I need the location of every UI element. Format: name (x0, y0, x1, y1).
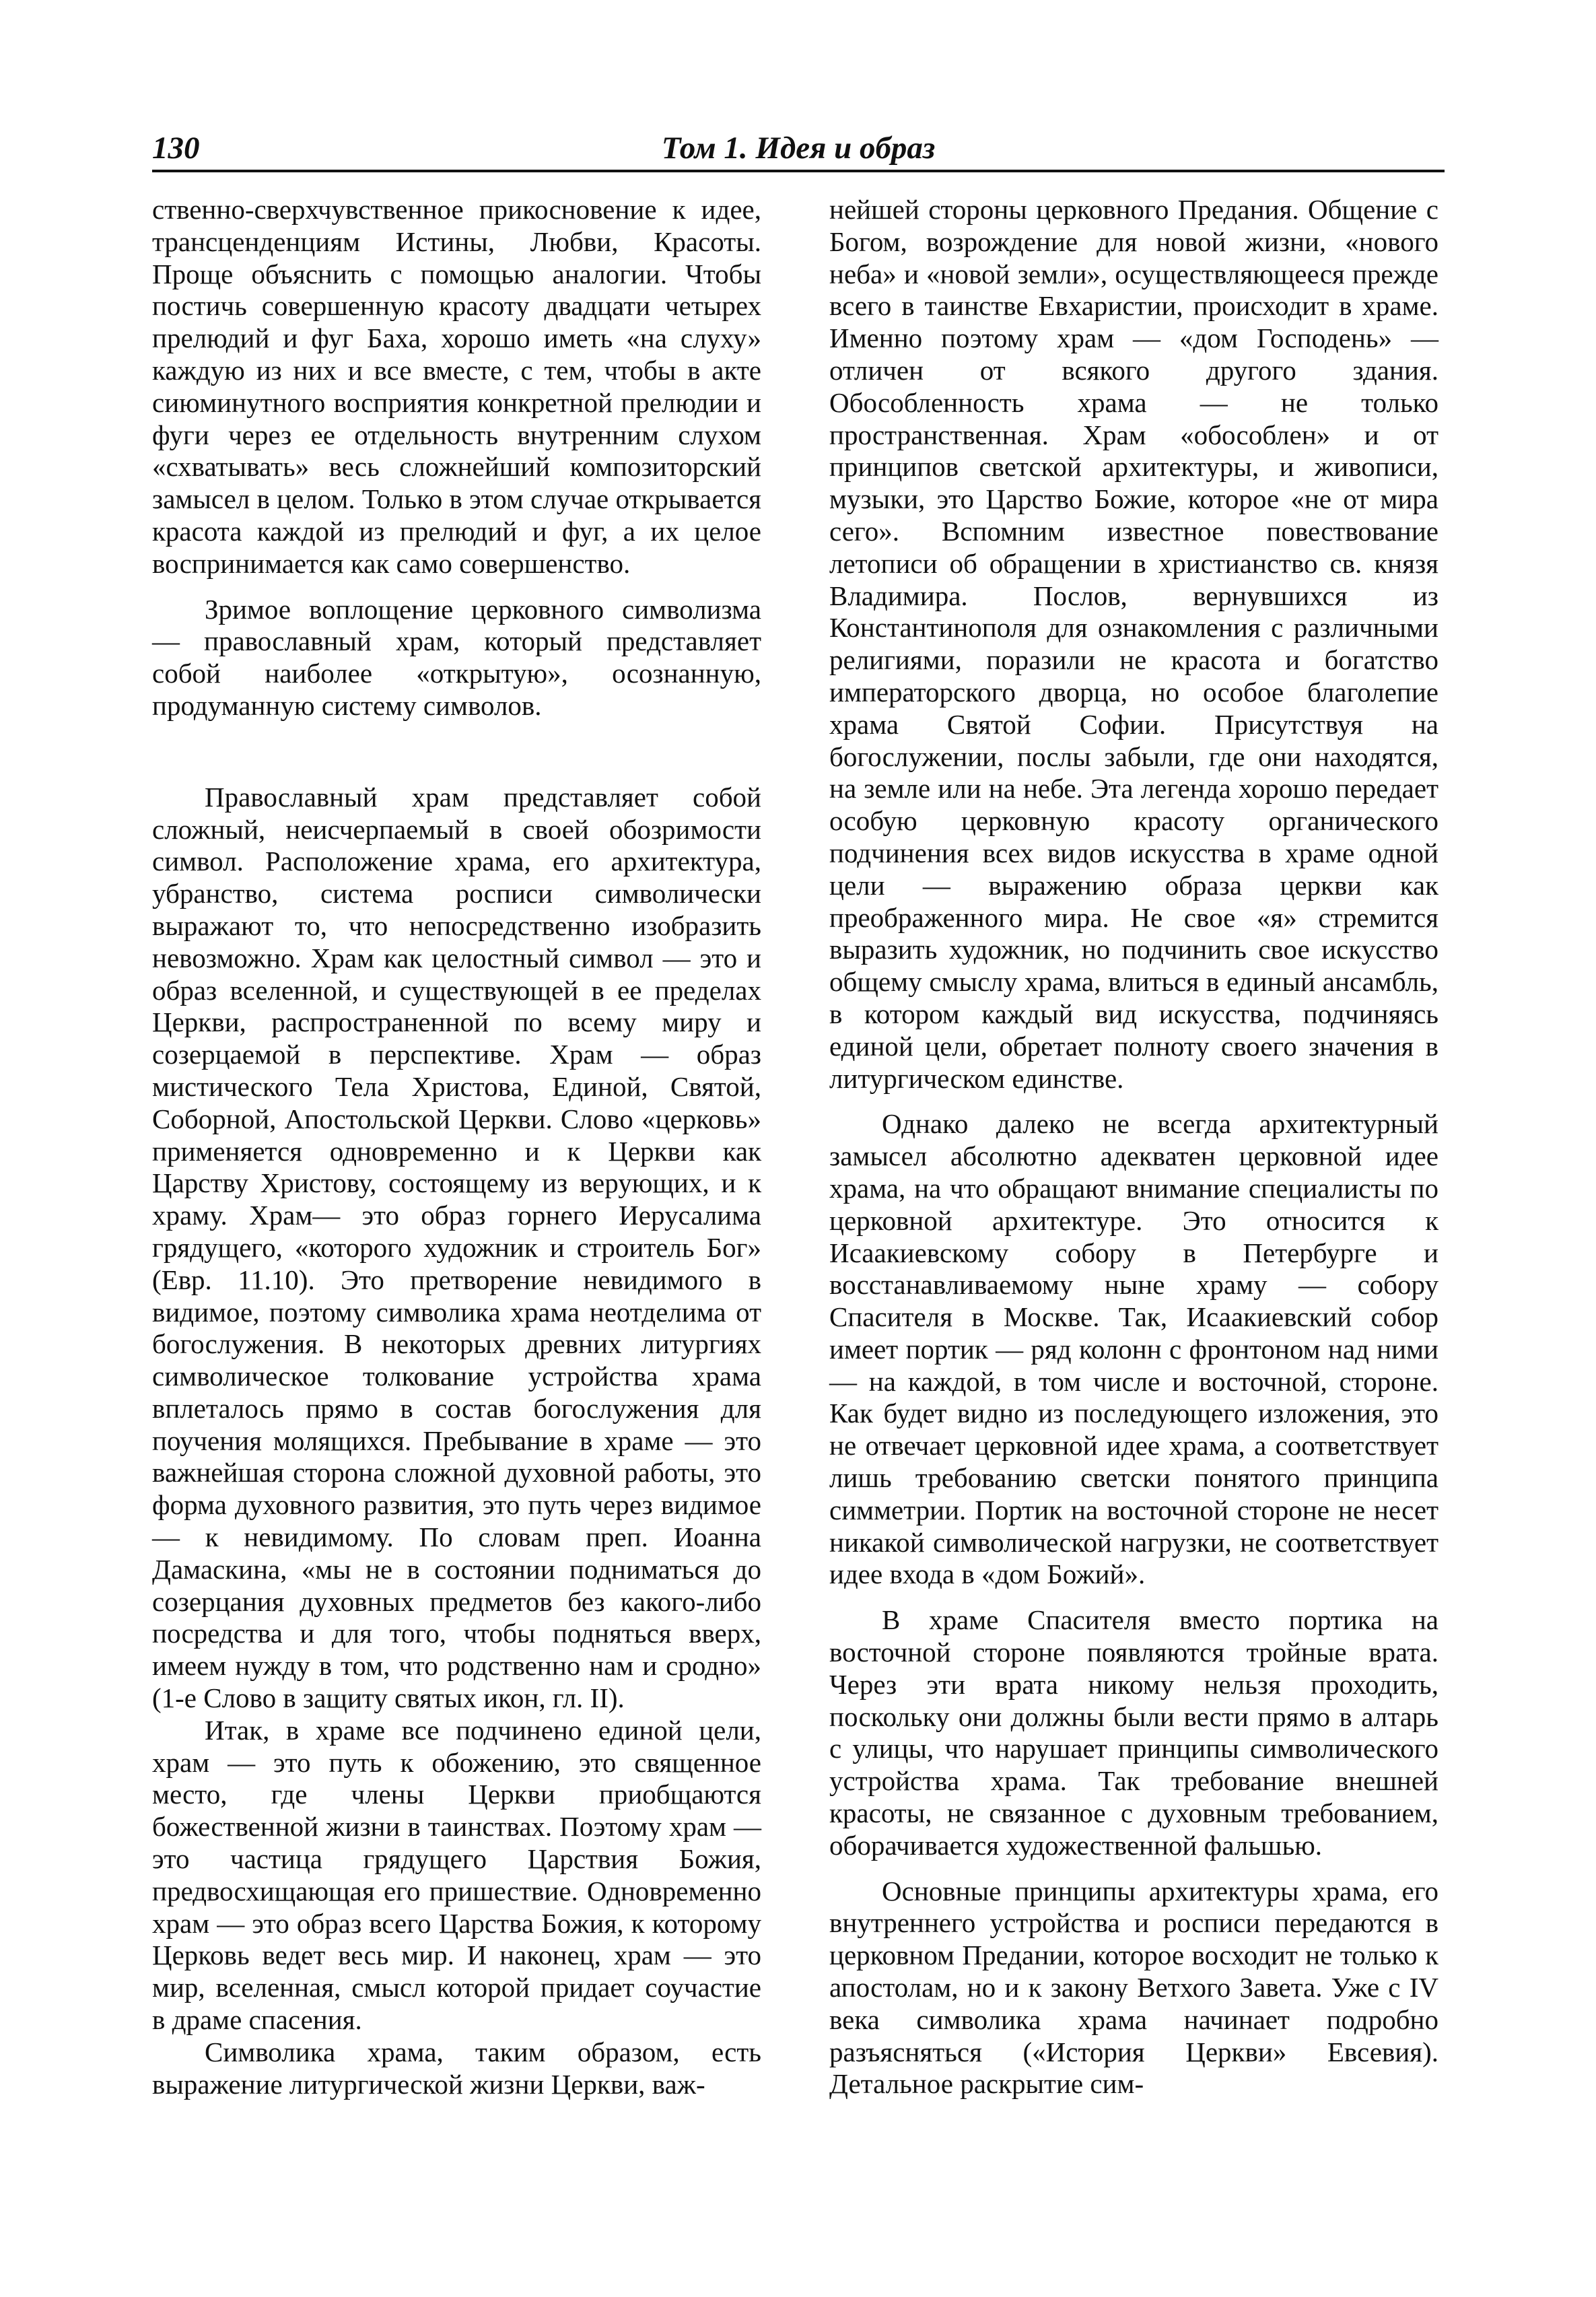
paragraph: Зримое воплощение церковного символизма — православный храм, который представляет собой наиболее «открытую», осознанную, продуманную систему символов. (152, 593, 761, 721)
paragraph: Символика храма, таким образом, есть выражение литургической жизни Церкви, важ- (152, 2036, 761, 2100)
paragraph: В храме Спасителя вместо портика на восточной стороне появляются тройные врата. Через эти врата никому нельзя проходить, поскольку они должны были вести прямо в алтарь с улицы, что нарушает принципы символического устройства храма. Так требование внешней красоты, не связанное с духовным требованием, оборачивается художественной фальшью. (829, 1604, 1438, 1861)
paragraph: нейшей стороны церковного Предания. Общение с Богом, возрождение для новой жизни, «нового неба» и «новой земли», осуществляющееся прежде всего в таинстве Евхаристии, происходит в храме. Именно поэтому храм — «дом Господень» — отличен от всякого другого здания. Обособленность храма — не только пространственная. Храм «обособлен» и от принципов светской архитектуры, и живописи, музыки, это Царство Божие, которое «не от мира сего». Вспомним известное повествование летописи об обращении в христианство св. князя Владимира. Послов, вернувшихся из Константинополя для ознакомления с различными религиями, поразили не красота и богатство императорского дворца, но особое благолепие храма Святой Софии. Присутствуя на богослужении, послы забыли, где они находятся, на земле или на небе. Эта легенда хорошо передает особую церковную красоту органического подчинения всех видов искусства в храме одной цели — выражению образа церкви как преображенного мира. Не свое «я» стремится выразить художник, но подчинить свое искусство общему смыслу храма, влиться в единый ансамбль, в котором каждый вид искусства, подчиняясь единой цели, обретает полноту своего значения в литургическом единстве. (829, 194, 1438, 1094)
paragraph: Основные принципы архитектуры храма, его внутреннего устройства и росписи передаются в церковном Предании, которое восходит не только к апостолам, но и к закону Ветхого Завета. Уже с IV века символика храма начинает подробно разъясняться («История Церкви» Евсевия). Детальное раскрытие сим- (829, 1875, 1438, 2100)
page-header (152, 128, 1445, 172)
running-title: Том 1. Идея и образ (661, 131, 936, 166)
paragraph: ственно-сверхчувственное прикосновение к идее, трансценденциям Истины, Любви, Красоты. Проще объяснить с помощью аналогии. Чтобы постичь совершенную красоту двадцати четырех прелюдий и фуг Баха, хорошо иметь «на слуху» каждую из них и все вместе, с тем, чтобы в акте сиюминутного восприятия конкретной прелюдии и фуги через ее отдельность внутренним слухом «схватывать» весь сложнейший композиторский замысел в целом. Только в этом случае открывается красота каждой из прелюдий и фуг, а их целое воспринимается как само совершенство. (152, 194, 761, 579)
paragraph: Итак, в храме все подчинено единой цели, храм — это путь к обожению, это священное место, где члены Церкви приобщаются божественной жизни в таинствах. Поэтому храм — это частица грядущего Царствия Божия, предвосхищающая его пришествие. Одновременно храм — это образ всего Царства Божия, к которому Церковь ведет весь мир. И наконец, храм — это мир, вселенная, смысл которой придает соучастие в драме спасения. (152, 1714, 761, 2036)
paragraph: Однако далеко не всегда архитектурный замысел абсолютно адекватен церковной идее храма, на что обращают внимание специалисты по церковной архитектуре. Это относится к Исаакиевскому собору в Петербурге и восстанавливаемому ныне храму — собору Спасителя в Москве. Так, Исаакиевский собор имеет портик — ряд колонн с фронтоном над ними — на каждой, в том числе и восточной, стороне. Как будет видно из последующего изложения, это не отвечает церковной идее храма, а соответствует лишь требованию светски понятого принципа симметрии. Портик на восточной стороне не несет никакой символической нагрузки, не соответствует идее входа в «дом Божий». (829, 1108, 1438, 1590)
page-number: 130 (152, 131, 200, 166)
left-column (152, 194, 761, 2100)
right-column (829, 194, 1438, 2100)
paragraph: Православный храм представляет собой сложный, неисчерпаемый в своей обозримости символ. Расположение храма, его архитектура, убранство, система росписи символически выражают то, что непосредственно изобразить невозможно. Храм как целостный символ — это и образ вселенной, и существующей в ее пределах Церкви, распространенной по всему миру и созерцаемой в перспективе. Храм — образ мистического Тела Христова, Единой, Святой, Соборной, Апостольской Церкви. Слово «церковь» применяется одновременно и к Церкви как Царству Христову, состоящему из верующих, и к храму. Храм— это образ горнего Иерусалима грядущего, «которого художник и строитель Бог» (Евр. 11.10). Это претворение невидимого в видимое, поэтому символика храма неотделима от богослужения. В некоторых древних литургиях символическое толкование устройства храма вплеталось прямо в состав богослужения для поучения молящихся. Пребывание в храме — это важнейшая сторона сложной духовной работы, это форма духовного развития, это путь через видимое — к невидимому. По словам преп. Иоанна Дамаскина, «мы не в состоянии подниматься до созерцания духовных предметов без какого-либо посредства и для того, чтобы подняться вверх, имеем нужду в том, что родственно нам и сродно» (1-е Слово в защиту святых икон, гл. II). (152, 781, 761, 1714)
